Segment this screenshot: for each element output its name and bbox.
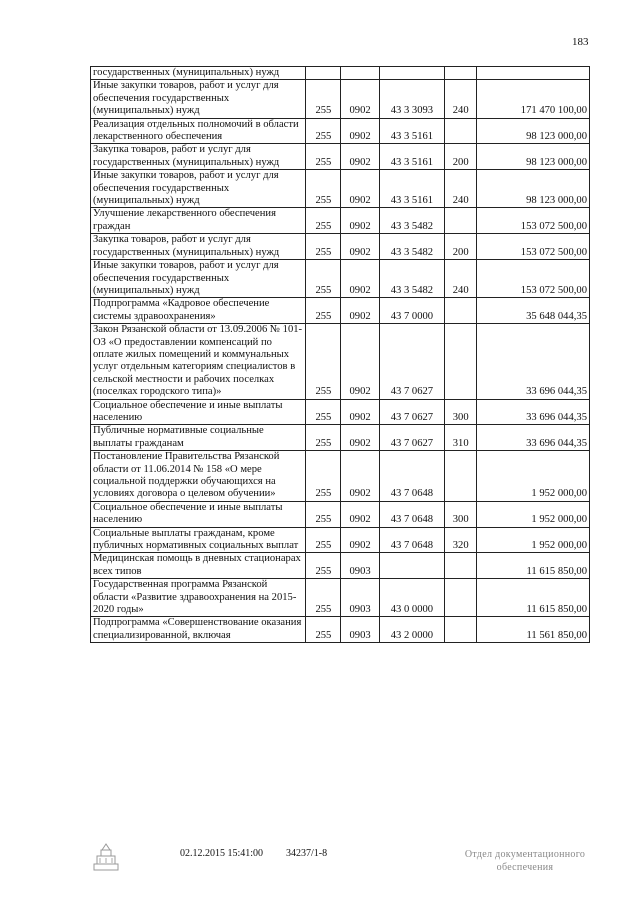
row-expense-type: 320 [445, 527, 477, 553]
row-section-code: 0902 [341, 208, 379, 234]
table-row [91, 527, 590, 553]
budget-table [90, 66, 590, 643]
row-name: Реализация отдельных полномочий в области лекарственного обеспечения [91, 118, 306, 144]
row-amount: 1 952 000,00 [477, 501, 590, 527]
row-target-article: 43 3 5482 [379, 234, 444, 260]
row-amount: 11 615 850,00 [477, 553, 590, 579]
row-amount: 98 123 000,00 [477, 170, 590, 208]
row-target-article: 43 3 3093 [379, 80, 444, 118]
row-expense-type: 240 [445, 170, 477, 208]
row-name: Постановление Правительства Рязанской области от 11.06.2014 № 158 «О мере социальной поддержки обучающихся на условиях договора о целевом обучении» [91, 451, 306, 502]
row-org-code: 255 [306, 324, 341, 399]
row-name: Публичные нормативные социальные выплаты гражданам [91, 425, 306, 451]
row-target-article: 43 7 0648 [379, 527, 444, 553]
row-section-code: 0902 [341, 527, 379, 553]
row-name: Иные закупки товаров, работ и услуг для обеспечения государственных (муниципальных) нужд [91, 170, 306, 208]
row-target-article: 43 3 5161 [379, 170, 444, 208]
row-section-code: 0902 [341, 399, 379, 425]
row-section-code: 0902 [341, 118, 379, 144]
row-amount [477, 67, 590, 80]
row-expense-type [445, 298, 477, 324]
row-name: Подпрограмма «Совершенствование оказания специализированной, включая [91, 617, 306, 643]
row-name: Государственная программа Рязанской области «Развитие здравоохранения на 2015-2020 годы» [91, 579, 306, 617]
row-amount: 1 952 000,00 [477, 527, 590, 553]
row-org-code: 255 [306, 260, 341, 298]
footer-department-line2: обеспечения [496, 862, 554, 873]
row-section-code: 0902 [341, 144, 379, 170]
row-target-article: 43 3 5161 [379, 118, 444, 144]
row-target-article: 43 7 0627 [379, 324, 444, 399]
table-row [91, 260, 590, 298]
row-amount: 33 696 044,35 [477, 425, 590, 451]
table-row [91, 553, 590, 579]
row-name: Медицинская помощь в дневных стационарах всех типов [91, 553, 306, 579]
row-org-code: 255 [306, 553, 341, 579]
row-section-code: 0902 [341, 298, 379, 324]
row-org-code: 255 [306, 234, 341, 260]
row-org-code [306, 67, 341, 80]
row-section-code: 0902 [341, 425, 379, 451]
row-target-article: 43 3 5161 [379, 144, 444, 170]
row-expense-type: 240 [445, 80, 477, 118]
row-amount: 33 696 044,35 [477, 324, 590, 399]
row-org-code: 255 [306, 144, 341, 170]
row-target-article: 43 0 0000 [379, 579, 444, 617]
row-name: Улучшение лекарственного обеспечения граждан [91, 208, 306, 234]
row-name: Социальное обеспечение и иные выплаты населению [91, 399, 306, 425]
row-org-code: 255 [306, 425, 341, 451]
table-row [91, 579, 590, 617]
footer-doc-id: 34237/1-8 [286, 848, 328, 859]
row-amount: 98 123 000,00 [477, 144, 590, 170]
row-expense-type [445, 118, 477, 144]
row-section-code: 0902 [341, 451, 379, 502]
table-row [91, 324, 590, 399]
building-stamp-icon [92, 842, 120, 872]
row-org-code: 255 [306, 579, 341, 617]
row-amount: 98 123 000,00 [477, 118, 590, 144]
row-expense-type: 240 [445, 260, 477, 298]
row-section-code: 0902 [341, 234, 379, 260]
row-amount: 1 952 000,00 [477, 451, 590, 502]
row-amount: 11 561 850,00 [477, 617, 590, 643]
row-org-code: 255 [306, 451, 341, 502]
row-target-article: 43 2 0000 [379, 617, 444, 643]
row-name: Социальные выплаты гражданам, кроме публичных нормативных социальных выплат [91, 527, 306, 553]
row-org-code: 255 [306, 208, 341, 234]
row-expense-type: 200 [445, 234, 477, 260]
row-name: Закон Рязанской области от 13.09.2006 № 101-ОЗ «О предоставлении компенсаций по оплате жилых помещений и коммунальных услуг отдельным категориям специалистов в сельской местности и рабочих поселках (поселках городского типа)» [91, 324, 306, 399]
row-expense-type: 300 [445, 501, 477, 527]
row-section-code: 0902 [341, 170, 379, 208]
row-section-code: 0903 [341, 579, 379, 617]
table-row [91, 298, 590, 324]
row-expense-type [445, 67, 477, 80]
row-amount: 11 615 850,00 [477, 579, 590, 617]
table-row [91, 208, 590, 234]
row-amount: 35 648 044,35 [477, 298, 590, 324]
row-target-article: 43 7 0627 [379, 399, 444, 425]
row-expense-type: 310 [445, 425, 477, 451]
table-row [91, 234, 590, 260]
row-expense-type [445, 617, 477, 643]
row-expense-type [445, 553, 477, 579]
row-name: Социальное обеспечение и иные выплаты населению [91, 501, 306, 527]
table-row [91, 617, 590, 643]
row-expense-type [445, 451, 477, 502]
table-row [91, 425, 590, 451]
row-expense-type [445, 208, 477, 234]
row-expense-type [445, 324, 477, 399]
row-target-article: 43 7 0648 [379, 451, 444, 502]
row-target-article [379, 67, 444, 80]
table-row [91, 144, 590, 170]
row-org-code: 255 [306, 399, 341, 425]
row-target-article: 43 3 5482 [379, 260, 444, 298]
row-amount: 153 072 500,00 [477, 208, 590, 234]
footer-datetime: 02.12.2015 15:41:00 [180, 848, 264, 859]
row-target-article: 43 7 0000 [379, 298, 444, 324]
row-org-code: 255 [306, 617, 341, 643]
row-amount: 153 072 500,00 [477, 260, 590, 298]
row-target-article: 43 7 0648 [379, 501, 444, 527]
row-section-code [341, 67, 379, 80]
row-expense-type: 200 [445, 144, 477, 170]
row-org-code: 255 [306, 298, 341, 324]
table-row [91, 399, 590, 425]
table-row [91, 80, 590, 118]
row-name: Закупка товаров, работ и услуг для государственных (муниципальных) нужд [91, 144, 306, 170]
row-org-code: 255 [306, 501, 341, 527]
row-expense-type: 300 [445, 399, 477, 425]
table-row [91, 67, 590, 80]
row-expense-type [445, 579, 477, 617]
table-row [91, 170, 590, 208]
row-org-code: 255 [306, 170, 341, 208]
row-name: Закупка товаров, работ и услуг для государственных (муниципальных) нужд [91, 234, 306, 260]
row-section-code: 0903 [341, 617, 379, 643]
footer-department [445, 848, 605, 874]
footer-department-line1: Отдел документационного [464, 849, 586, 860]
row-section-code: 0902 [341, 324, 379, 399]
row-org-code: 255 [306, 118, 341, 144]
page-number: 183 [572, 36, 589, 48]
row-org-code: 255 [306, 527, 341, 553]
row-section-code: 0902 [341, 80, 379, 118]
row-section-code: 0902 [341, 260, 379, 298]
table-row [91, 451, 590, 502]
row-target-article: 43 7 0627 [379, 425, 444, 451]
row-amount: 153 072 500,00 [477, 234, 590, 260]
row-target-article: 43 3 5482 [379, 208, 444, 234]
row-org-code: 255 [306, 80, 341, 118]
table-row [91, 118, 590, 144]
row-target-article [379, 553, 444, 579]
table-row [91, 501, 590, 527]
row-section-code: 0903 [341, 553, 379, 579]
row-name: Иные закупки товаров, работ и услуг для обеспечения государственных (муниципальных) нужд [91, 260, 306, 298]
row-section-code: 0902 [341, 501, 379, 527]
row-amount: 171 470 100,00 [477, 80, 590, 118]
row-name: государственных (муниципальных) нужд [91, 67, 306, 80]
row-amount: 33 696 044,35 [477, 399, 590, 425]
row-name: Иные закупки товаров, работ и услуг для обеспечения государственных (муниципальных) нужд [91, 80, 306, 118]
row-name: Подпрограмма «Кадровое обеспечение системы здравоохранения» [91, 298, 306, 324]
